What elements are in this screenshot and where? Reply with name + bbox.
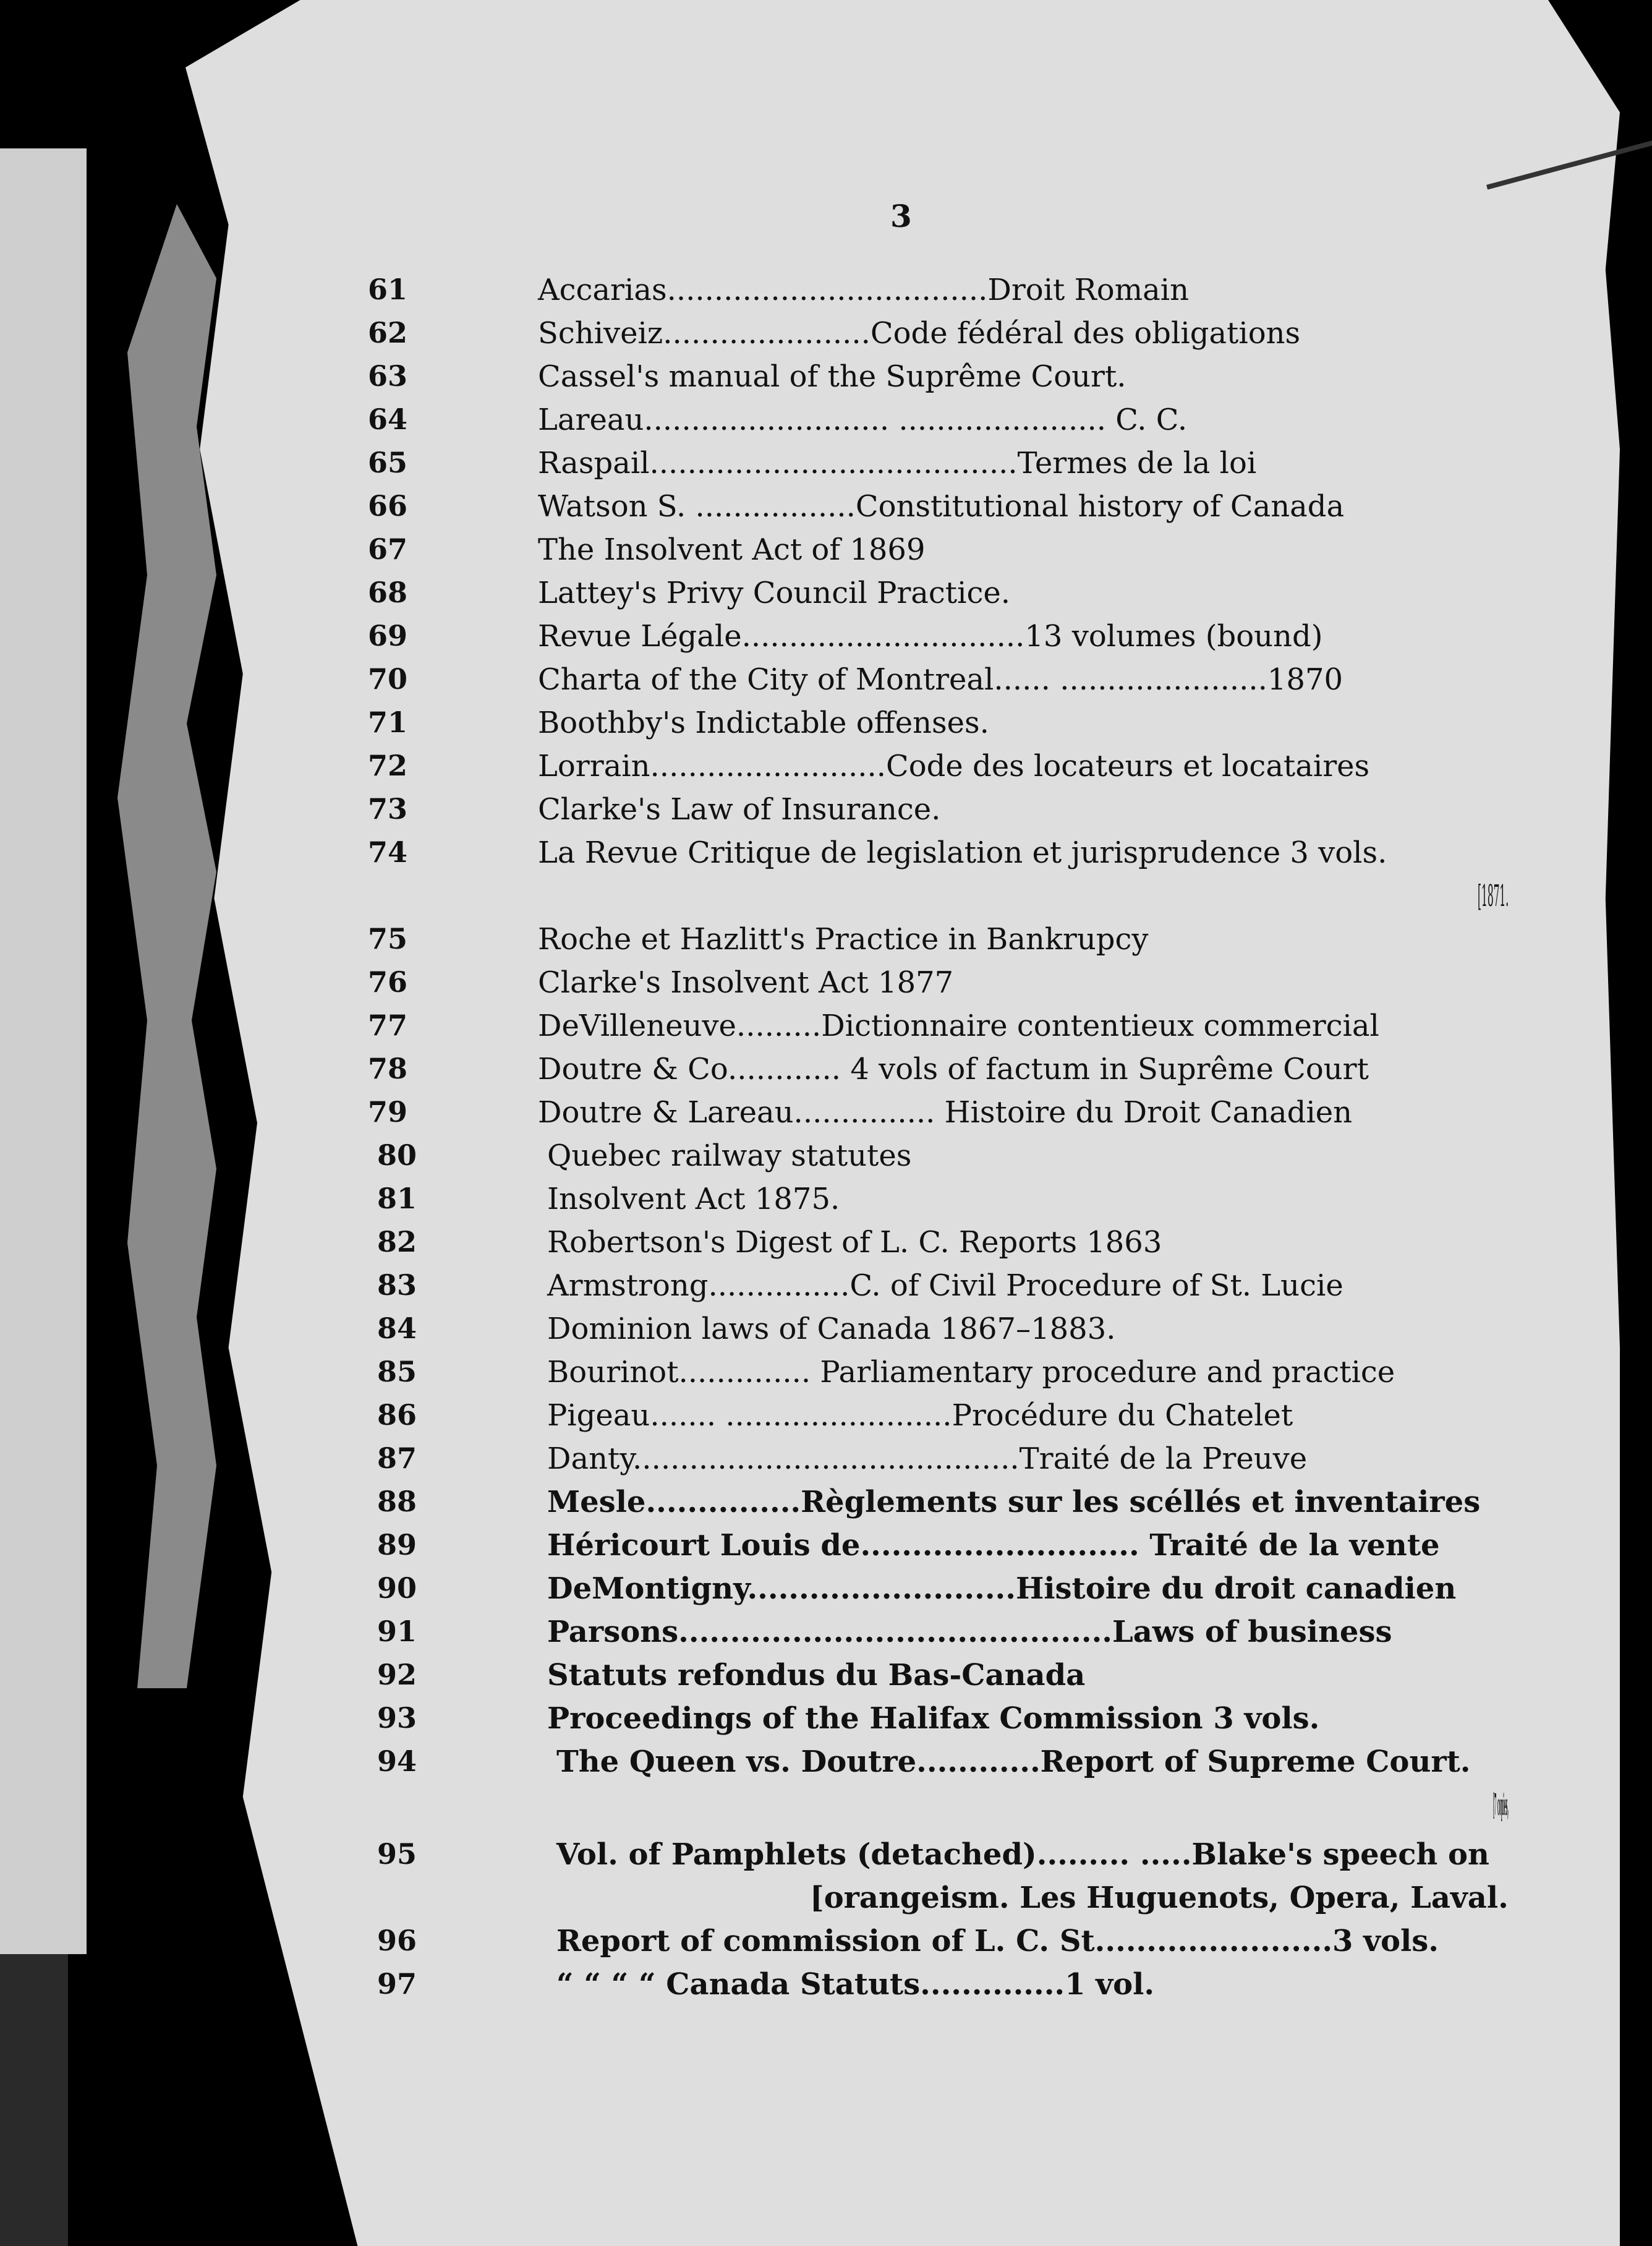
entry-number: 81 <box>377 1182 417 1215</box>
entry-text: Doutre & Lareau............... Histoire du Droit Canadien <box>538 1095 1353 1130</box>
entry-text: Cassel's manual of the Suprême Court. <box>538 359 1126 394</box>
entry-number: 76 <box>368 965 408 999</box>
entry-text: Proceedings of the Halifax Commission 3 vols. <box>547 1701 1320 1736</box>
entry-number: 65 <box>368 446 408 479</box>
entry-text: Clarke's Law of Insurance. <box>538 792 941 827</box>
entry-number: 69 <box>368 619 408 652</box>
entry-number: 80 <box>377 1138 417 1172</box>
entry-number: 86 <box>377 1398 417 1432</box>
entry-number: 84 <box>377 1312 417 1345</box>
entry-number: 83 <box>377 1268 417 1302</box>
entry-number: 89 <box>377 1528 417 1561</box>
entry-number: 88 <box>377 1485 417 1518</box>
entry-number: 95 <box>377 1837 417 1871</box>
entry-text: Armstrong...............C. of Civil Procedure of St. Lucie <box>547 1268 1343 1303</box>
entry-text: Report of commission of L. C. St.......................3 vols. <box>556 1924 1439 1958</box>
page-number: 3 <box>890 198 912 234</box>
entry-text: Robertson's Digest of L. C. Reports 1863 <box>547 1225 1162 1260</box>
entry-text: Revue Légale..............................13 volumes (bound) <box>538 619 1323 654</box>
entry-text: Boothby's Indictable offenses. <box>538 706 989 740</box>
entry-text: Bourinot.............. Parliamentary procedure and practice <box>547 1355 1395 1390</box>
entry-number: 97 <box>377 1967 417 2000</box>
torn-edge <box>117 204 216 1688</box>
entry-number: 64 <box>368 403 408 436</box>
entry-text: “ “ “ “ Canada Statuts..............1 vol. <box>556 1967 1155 2002</box>
entry-number: 85 <box>377 1355 417 1388</box>
entry-number: 70 <box>368 662 408 696</box>
entry-text: Watson S. .................Constitutional history of Canada <box>538 489 1345 524</box>
entry-continuation: [1871. <box>1478 879 1509 913</box>
entry-number: 75 <box>368 922 408 955</box>
entry-number: 66 <box>368 489 408 523</box>
entry-continuation: [7 copies, <box>1493 1788 1509 1822</box>
entry-text: Raspail.......................................Termes de la loi <box>538 446 1257 480</box>
entry-text: Lorrain.........................Code des locateurs et locataires <box>538 749 1370 784</box>
entry-text: Parsons..........................................Laws of business <box>547 1615 1392 1649</box>
entry-number: 82 <box>377 1225 417 1258</box>
adjacent-page-shadow <box>0 1954 68 2246</box>
entry-number: 73 <box>368 792 408 826</box>
entry-number: 92 <box>377 1658 417 1691</box>
entry-text: Mesle...............Règlements sur les scéllés et inventaires <box>547 1485 1481 1519</box>
entry-text: Pigeau....... ........................Procédure du Chatelet <box>547 1398 1293 1433</box>
entry-number: 68 <box>368 576 408 609</box>
entry-text: Clarke's Insolvent Act 1877 <box>538 965 954 1000</box>
entry-number: 62 <box>368 316 408 349</box>
entry-text: Quebec railway statutes <box>547 1138 912 1173</box>
entry-text: Lareau.......................... ...................... C. C. <box>538 403 1188 437</box>
entry-number: 72 <box>368 749 408 782</box>
entry-number: 61 <box>368 273 408 306</box>
entry-text: Dominion laws of Canada 1867–1883. <box>547 1312 1116 1346</box>
entry-number: 96 <box>377 1924 417 1957</box>
entry-number: 71 <box>368 706 408 739</box>
entry-number: 94 <box>377 1744 417 1778</box>
entry-number: 74 <box>368 835 408 869</box>
entry-text: Héricourt Louis de........................... Traité de la vente <box>547 1528 1440 1563</box>
entry-text: Lattey's Privy Council Practice. <box>538 576 1010 610</box>
entry-number: 79 <box>368 1095 408 1129</box>
entry-text: Accarias..................................Droit Romain <box>538 273 1190 307</box>
entry-text: The Queen vs. Doutre............Report of Supreme Court. <box>556 1744 1471 1779</box>
entry-continuation: [orangeism. Les Huguenots, Opera, Laval. <box>810 1881 1509 1915</box>
entry-text: Roche et Hazlitt's Practice in Bankrupcy <box>538 922 1149 957</box>
entry-text: Doutre & Co............ 4 vols of factum in Suprême Court <box>538 1052 1369 1087</box>
entry-number: 67 <box>368 532 408 566</box>
entry-text: The Insolvent Act of 1869 <box>538 532 926 567</box>
entry-text: DeVilleneuve.........Dictionnaire contentieux commercial <box>538 1009 1379 1043</box>
entry-text: Vol. of Pamphlets (detached)......... .....Blake's speech on <box>556 1837 1489 1872</box>
entry-number: 90 <box>377 1571 417 1605</box>
entry-text: Schiveiz......................Code fédéral des obligations <box>538 316 1301 351</box>
entry-text: Insolvent Act 1875. <box>547 1182 840 1216</box>
entry-text: Statuts refondus du Bas-Canada <box>547 1658 1086 1693</box>
entry-text: DeMontigny..........................Histoire du droit canadien <box>547 1571 1457 1606</box>
entry-number: 77 <box>368 1009 408 1042</box>
entry-text: Danty.........................................Traité de la Preuve <box>547 1441 1308 1476</box>
entry-number: 91 <box>377 1615 417 1648</box>
entry-text: La Revue Critique de legislation et jurisprudence 3 vols. <box>538 835 1387 870</box>
adjacent-page-fragment <box>0 148 87 1954</box>
entry-number: 87 <box>377 1441 417 1475</box>
entry-number: 78 <box>368 1052 408 1085</box>
entry-number: 63 <box>368 359 408 393</box>
entry-text: Charta of the City of Montreal...... ......................1870 <box>538 662 1343 697</box>
entry-number: 93 <box>377 1701 417 1735</box>
